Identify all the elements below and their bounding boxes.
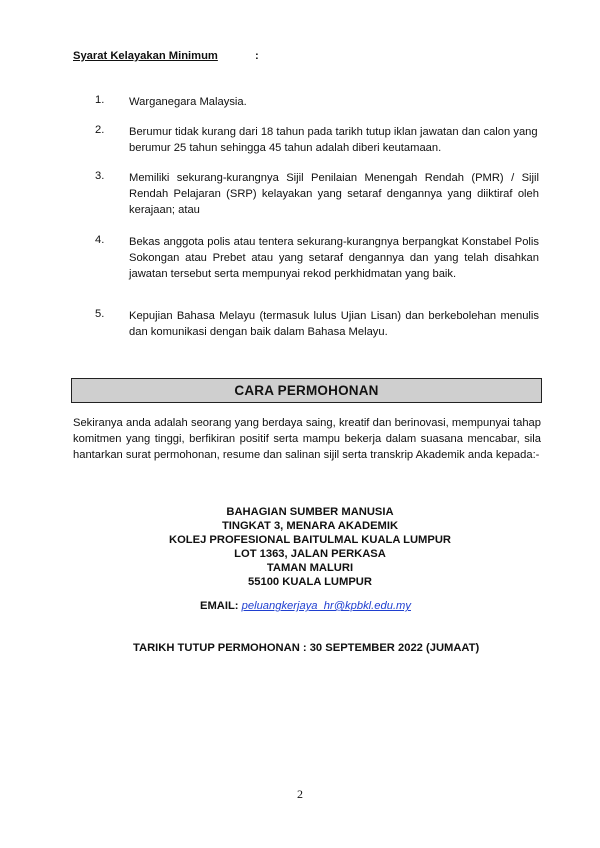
application-paragraph: Sekiranya anda adalah seorang yang berdaya saing, kreatif dan berinovasi, mempunyai tahap komitmen yang tinggi, berfikiran positif serta mampu bekerja dalam suasana mencabar, sila hantarkan surat permohonan, resume dan salinan sijil serta transkrip Akademik anda kepada:- [73, 417, 541, 461]
requirement-text: Berumur tidak kurang dari 18 tahun pada tarikh tutup iklan jawatan dan calon yang berumur 25 tahun sehingga 45 tahun adalah diberi keutamaan. [129, 126, 538, 154]
requirement-text: Bekas anggota polis atau tentera sekurang-kurangnya berpangkat Konstabel Polis Sokongan atau Prebet atau yang setaraf dengannya dan yang telah disahkan jawatan tersebut serta mempunyai rekod perkhidmatan yang baik. [129, 236, 539, 280]
requirement-number: 5. [95, 308, 105, 320]
requirement-text: Warganegara Malaysia. [129, 96, 247, 108]
email-link[interactable]: peluangkerjaya_hr@kpbkl.edu.my [241, 600, 411, 612]
application-deadline: TARIKH TUTUP PERMOHONAN : 30 SEPTEMBER 2022 (JUMAAT) [133, 642, 480, 654]
requirement-number: 4. [95, 234, 105, 246]
requirement-text: Memiliki sekurang-kurangnya Sijil Penilaian Menengah Rendah (PMR) / Sijil Rendah Pelajaran (SRP) kelayakan yang setaraf dengannya yang diiktiraf oleh kerajaan; atau [129, 172, 539, 216]
address-line: KOLEJ PROFESIONAL BAITULMAL KUALA LUMPUR [169, 534, 451, 546]
email-label: EMAIL: [200, 600, 239, 612]
email-line [200, 600, 460, 612]
address-line: TAMAN MALURI [266, 562, 354, 574]
requirement-number: 3. [95, 170, 105, 182]
application-section-title: CARA PERMOHONAN [234, 383, 379, 398]
address-block [150, 505, 470, 589]
requirement-number: 2. [95, 124, 105, 136]
page-number: 2 [297, 787, 303, 801]
requirements-heading [73, 50, 259, 62]
requirement-number: 1. [95, 94, 105, 106]
application-section-header [71, 378, 542, 403]
requirements-heading-colon: : [255, 50, 259, 62]
requirement-text: Kepujian Bahasa Melayu (termasuk lulus Ujian Lisan) dan berkebolehan menulis dan komunikasi dengan baik dalam Bahasa Melayu. [129, 310, 539, 338]
address-line: 55100 KUALA LUMPUR [248, 576, 372, 588]
address-line: BAHAGIAN SUMBER MANUSIA [226, 506, 394, 518]
requirements-heading-text: Syarat Kelayakan Minimum [73, 50, 218, 62]
address-line: TINGKAT 3, MENARA AKADEMIK [221, 520, 399, 532]
address-line: LOT 1363, JALAN PERKASA [234, 548, 386, 560]
